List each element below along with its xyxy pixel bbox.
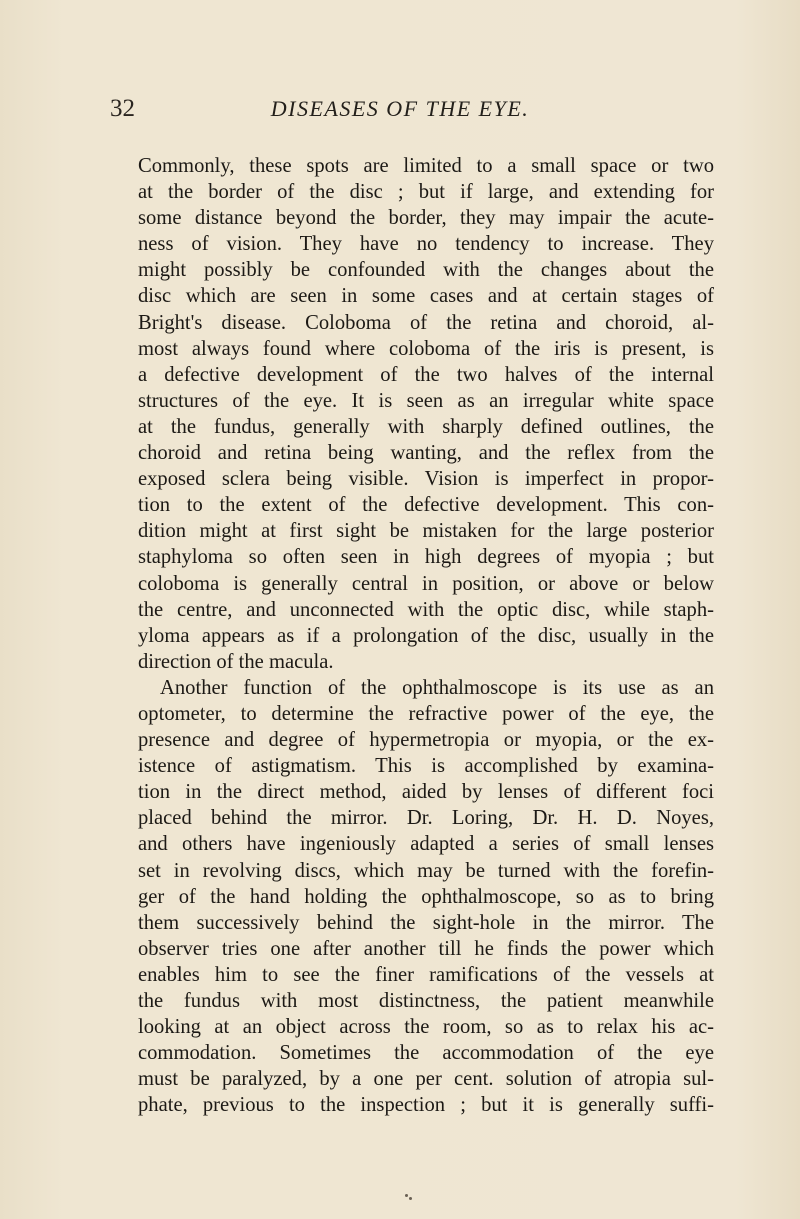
text-line: set in revolving discs, which may be turned with the forefin-	[138, 859, 714, 882]
text-line: them successively behind the sight-hole in the mirror. The	[138, 911, 714, 934]
text-line: some distance beyond the border, they may impair the acute-	[138, 207, 714, 230]
text-line: must be paralyzed, by a one per cent. solution of atropia sul-	[138, 1068, 714, 1091]
text-line: the centre, and unconnected with the optic disc, while staph-	[138, 598, 714, 621]
text-line: at the border of the disc ; but if large, and extending for	[138, 181, 714, 204]
running-head	[0, 94, 800, 124]
text-line: choroid and retina being wanting, and the reflex from the	[138, 442, 714, 465]
body-text	[138, 153, 714, 1118]
text-line: tion to the extent of the defective development. This con-	[138, 494, 714, 517]
text-line: ger of the hand holding the ophthalmoscope, so as to bring	[138, 885, 714, 908]
text-line: staphyloma so often seen in high degrees of myopia ; but	[138, 546, 714, 569]
text-line: at the fundus, generally with sharply defined outlines, the	[138, 415, 714, 438]
text-line: Bright's disease. Coloboma of the retina and choroid, al-	[138, 311, 714, 334]
text-line: observer tries one after another till he finds the power which	[138, 937, 714, 960]
text-line: the fundus with most distinctness, the patient meanwhile	[138, 990, 714, 1012]
text-line: tion in the direct method, aided by lenses of different foci	[138, 781, 714, 804]
text-line: dition might at first sight be mistaken for the large posterior	[138, 520, 714, 543]
text-line: enables him to see the finer ramifications of the vessels at	[138, 963, 714, 986]
text-line: phate, previous to the inspection ; but it is generally suffi-	[138, 1094, 714, 1117]
text-line: optometer, to determine the refractive power of the eye, the	[138, 702, 714, 725]
ink-specks	[405, 1194, 415, 1202]
text-line: structures of the eye. It is seen as an irregular white space	[138, 389, 714, 412]
text-line: looking at an object across the room, so as to relax his ac-	[138, 1016, 714, 1039]
text-line: placed behind the mirror. Dr. Loring, Dr. H. D. Noyes,	[138, 807, 714, 830]
text-line: a defective development of the two halves of the internal	[138, 363, 714, 386]
text-line: Another function of the ophthalmoscope is its use as an	[160, 676, 714, 699]
text-line: commodation. Sometimes the accommodation of the eye	[138, 1042, 714, 1065]
page-number: 32	[110, 95, 135, 122]
text-line: disc which are seen in some cases and at certain stages of	[138, 285, 714, 308]
running-title: DISEASES OF THE EYE.	[270, 96, 530, 121]
text-line: istence of astigmatism. This is accomplished by examina-	[138, 755, 714, 778]
text-line: yloma appears as if a prolongation of the disc, usually in the	[138, 624, 714, 647]
text-line: ness of vision. They have no tendency to increase. They	[138, 233, 714, 256]
text-line: Commonly, these spots are limited to a small space or two	[138, 155, 714, 177]
text-line: direction of the macula.	[138, 650, 334, 673]
text-line: exposed sclera being visible. Vision is imperfect in propor-	[138, 468, 714, 491]
text-line: might possibly be confounded with the changes about the	[138, 259, 714, 282]
text-line: and others have ingeniously adapted a series of small lenses	[138, 833, 714, 856]
text-line: most always found where coloboma of the iris is present, is	[138, 337, 714, 360]
text-line: coloboma is generally central in position, or above or below	[138, 572, 714, 595]
text-line: presence and degree of hypermetropia or myopia, or the ex-	[138, 729, 714, 752]
